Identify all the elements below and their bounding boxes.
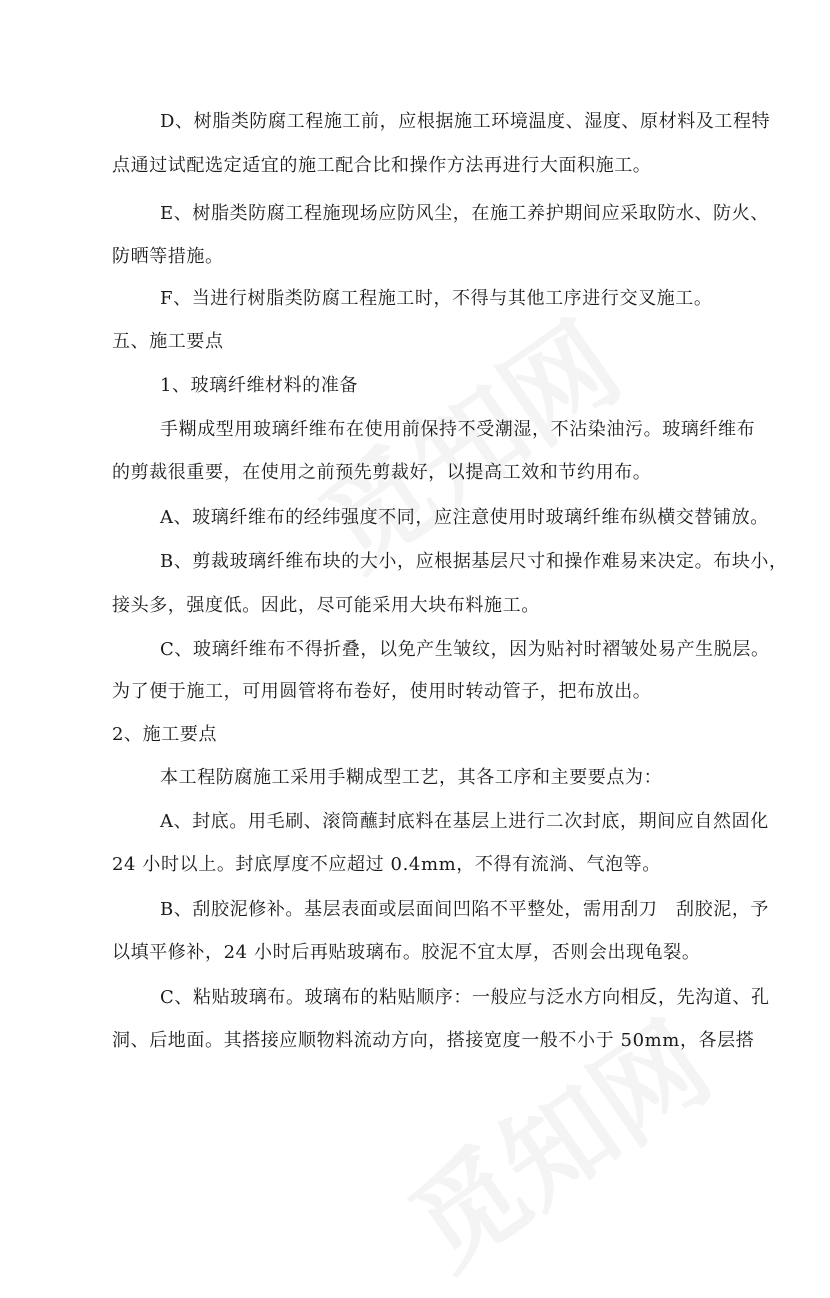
paragraph-line: 防晒等措施。 (112, 246, 224, 267)
paragraph-line: 点通过试配选定适宜的施工配合比和操作方法再进行大面积施工。 (112, 155, 652, 176)
paragraph-line: C、玻璃纤维布不得折叠，以免产生皱纹，因为贴衬时褶皱处易产生脱层。 (160, 639, 770, 660)
paragraph-line: F、当进行树脂类防腐工程施工时，不得与其他工序进行交叉施工。 (160, 288, 713, 309)
paragraph-line: 以填平修补，24 小时后再贴玻璃布。胶泥不宜太厚，否则会出现龟裂。 (112, 942, 701, 963)
paragraph-line: D、树脂类防腐工程施工前，应根据施工环境温度、湿度、原材料及工程特 (160, 111, 771, 132)
paragraph-line: E、树脂类防腐工程施现场应防风尘，在施工养护期间应采取防水、防火、 (160, 203, 769, 224)
paragraph-line: 24 小时以上。封底厚度不应超过 0.4mm，不得有流淌、气泡等。 (112, 854, 661, 875)
paragraph-line: B、剪裁玻璃纤维布块的大小，应根据基层尺寸和操作难易来决定。布块小， (160, 551, 788, 572)
paragraph-line: C、粘贴玻璃布。玻璃布的粘贴顺序：一般应与泛水方向相反，先沟道、孔 (160, 987, 770, 1008)
paragraph-line: 接头多，强度低。因此，尽可能采用大块布料施工。 (112, 595, 540, 616)
watermark (375, 980, 736, 1298)
subsection-heading: 2、施工要点 (112, 724, 218, 745)
subsection-heading: 1、玻璃纤维材料的准备 (160, 375, 359, 396)
paragraph-line: 的剪裁很重要，在使用之前预先剪裁好，以提高工效和节约用布。 (112, 462, 652, 483)
paragraph-line: 洞、后地面。其搭接应顺物料流动方向，搭接宽度一般不小于 50mm，各层搭 (112, 1030, 755, 1051)
paragraph-line: A、封底。用毛刷、滚筒蘸封底料在基层上进行二次封底，期间应自然固化 (160, 811, 769, 832)
paragraph-line: 本工程防腐施工采用手糊成型工艺，其各工序和主要要点为： (160, 767, 663, 788)
paragraph-line: 为了便于施工，可用圆管将布卷好，使用时转动管子，把布放出。 (112, 681, 652, 702)
section-heading: 五、施工要点 (112, 331, 224, 352)
paragraph-line: A、玻璃纤维布的经纬强度不同，应注意使用时玻璃纤维布纵横交替铺放。 (160, 507, 769, 528)
paragraph-line: 手糊成型用玻璃纤维布在使用前保持不受潮湿，不沾染油污。玻璃纤维布 (160, 419, 756, 440)
paragraph-line: B、刮胶泥修补。基层表面或层面间凹陷不平整处，需用刮刀 刮胶泥，予 (160, 899, 770, 920)
